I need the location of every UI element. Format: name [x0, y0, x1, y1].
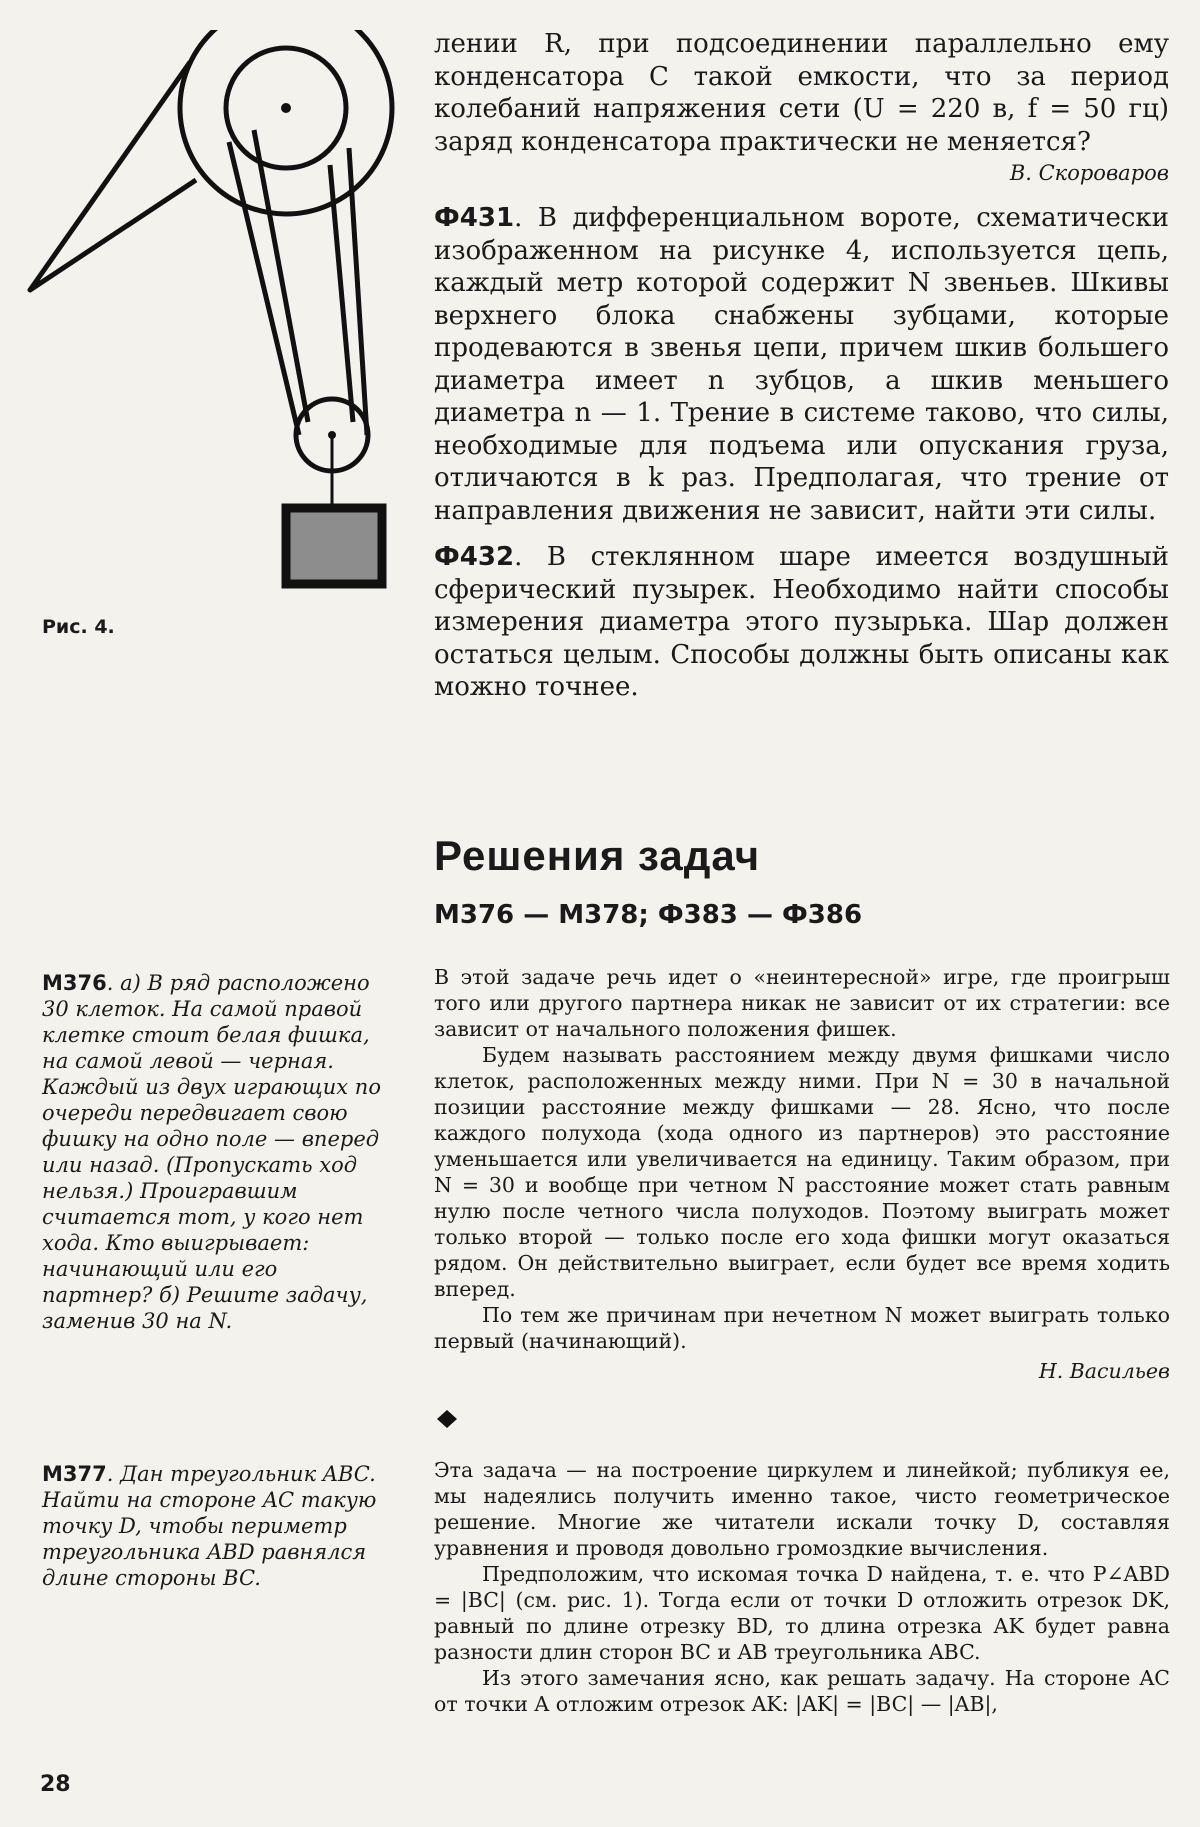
m376-problem	[42, 970, 394, 1334]
m377-problem-text: . Дан треугольник ABC. Найти на стороне AC такую точку D, чтобы периметр треугольника ABD равнялся длине стороны BC.	[42, 1462, 377, 1590]
m376-problem-text: . а) В ряд расположено 30 клеток. На самой правой клетке стоит белая фишка, на самой левой — черная. Каждый из двух играющих по очереди передвигает свою фишку на одно поле — вперед или назад. (Пропускать ход нельзя.) Проигравшим считается тот, у кого нет хода. Кто выигрывает: начинающий или его партнер? б) Решите задачу, заменив 30 на N.	[42, 971, 381, 1333]
f432-text: . В стеклянном шаре имеется воздушный сферический пузырек. Необходимо найти способы измерения диаметра этого пузырька. Шар должен остаться целым. Способы должны быть описаны как можно точнее.	[434, 542, 1169, 702]
f431-text: . В дифференциальном вороте, схематически изображенном на рисунке 4, используется цепь, каждый метр которой содержит N звеньев. Шкивы верхнего блока снабжены зубцами, которые продеваются в звенья цепи, причем шкив большего диаметра имеет n зубцов, а шкив меньшего диаметра n — 1. Трение в системе таково, что силы, необходимые для подъема или опускания груза, отличаются в k раз. Предполагая, что трение от направления движения не зависит, найти эти силы.	[434, 203, 1169, 526]
signature-vasiliev: Н. Васильев	[1038, 1359, 1170, 1383]
problem-f431	[434, 202, 1169, 527]
signature-skorovarov: В. Скороваров	[1009, 161, 1169, 185]
load-weight	[286, 508, 382, 584]
section-divider-diamond	[436, 1408, 458, 1430]
large-pulley	[180, 30, 392, 214]
m377-problem	[42, 1461, 394, 1591]
m376-solution-p1: В этой задаче речь идет о «неинтересной» игре, где проигрыш того или другого партнера никак не зависит от их стратегии: все зависит от начального положения фишек.	[434, 965, 1170, 1041]
section-heading: Решения задач	[434, 832, 761, 879]
f431-label: Ф431	[434, 203, 515, 233]
problem-f432	[434, 541, 1169, 704]
problems-continued	[434, 28, 1169, 704]
figure-caption: Рис. 4.	[42, 616, 115, 638]
m376-solution-p2: Будем называть расстоянием между двумя фишками число клеток, расположенных между ними. При N = 30 в начальной позиции расстояние между фишками — 28. Ясно, что после каждого полухода (хода одного из партнеров) это расстояние уменьшается или увеличивается на единицу. Таким образом, при N = 30 и вообще при четном N расстояние может стать равным нулю после четного числа полуходов. Поэтому выиграть может только второй — только после его хода фишки могут оказаться рядом. Он действительно выиграет, если будет все время ходить вперед.	[434, 1043, 1170, 1301]
m377-label: М377	[42, 1462, 107, 1486]
m377-solution-p1: Эта задача — на построение циркулем и линейкой; публикуя ее, мы надеялись получить именно такое, чисто геометрическое решение. Многие же читатели искали точку D, составляя уравнения и проводя довольно громоздкие вычисления.	[434, 1458, 1170, 1560]
m377-solution-p3: Из этого замечания ясно, как решать задачу. На стороне AC от точки A отложим отрезок AK: |AK| = |BC| — |AB|,	[434, 1666, 1170, 1716]
figure-4-windlass	[24, 30, 404, 590]
m377-solution-p2: Предположим, что искомая точка D найдена, т. е. что P∠ABD = |BC| (см. рис. 1). Тогда если от точки D отложить отрезок DK, равный по длине отрезку BD, то длина отрезка AK будет равна разности длин сторон BC и AB треугольника ABC.	[434, 1562, 1170, 1664]
section-subheading: М376 — М378; Ф383 — Ф386	[434, 900, 863, 930]
pulley-axle	[281, 103, 291, 113]
m377-solution	[434, 1457, 1170, 1717]
page-number: 28	[40, 1772, 71, 1797]
chain	[30, 62, 196, 290]
continuation-text: лении R, при подсоединении параллельно ему конденсатора C такой емкости, что за период колебаний напряжения сети (U = 220 в, f = 50 гц) заряд конденсатора практически не меняется?	[434, 29, 1169, 157]
m376-label: М376	[42, 971, 107, 995]
m376-solution-p3: По тем же причинам при нечетном N может выиграть только первый (начинающий).	[434, 1303, 1170, 1353]
f432-label: Ф432	[434, 542, 515, 572]
m376-solution	[434, 964, 1170, 1384]
